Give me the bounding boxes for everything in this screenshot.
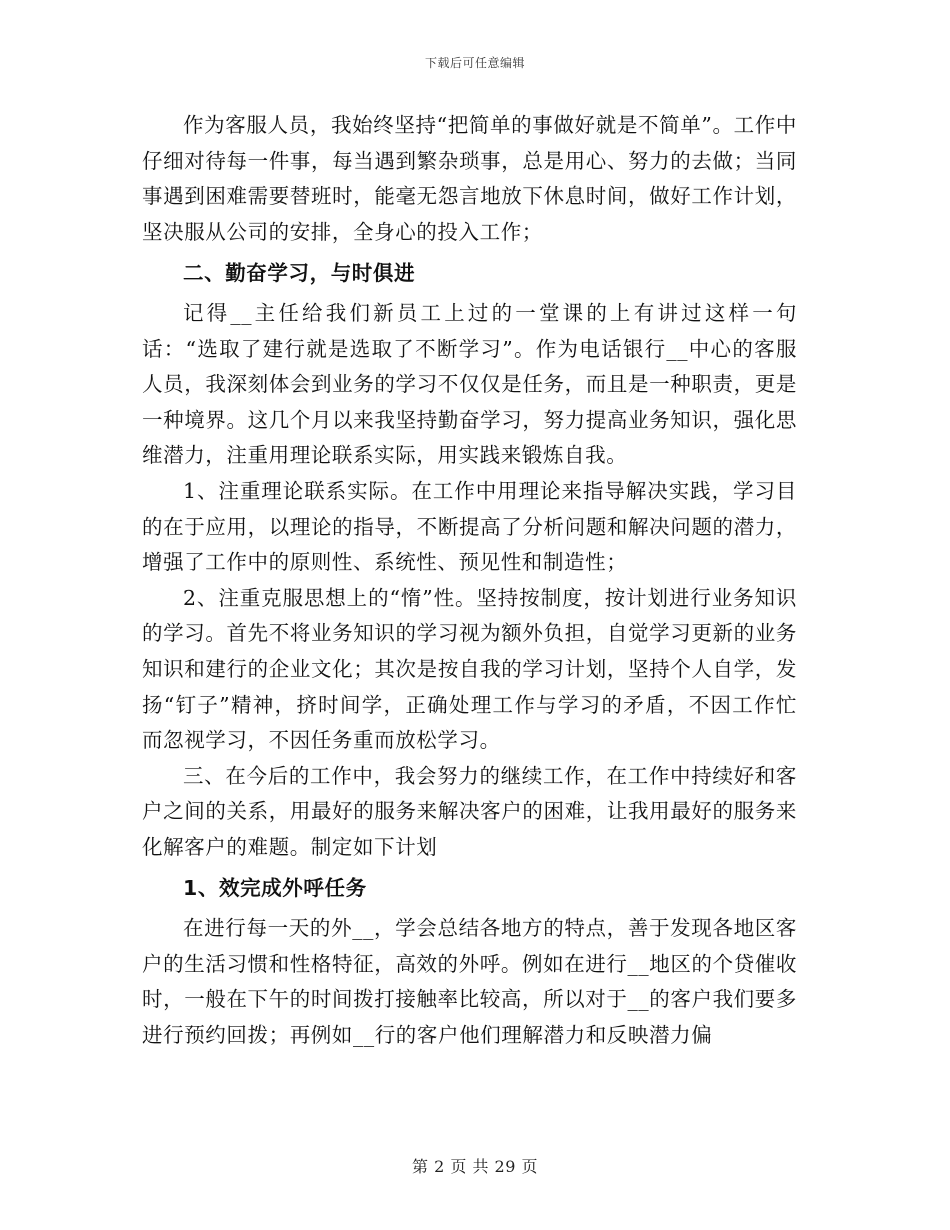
- paragraph-customer-service: 作为客服人员，我始终坚持“把简单的事做好就是不简单”。工作中仔细对待每一件事，每当遇到繁杂琐事，总是用心、努力的去做；当同事遇到困难需要替班时，能毫无怨言地放下休息时间，做好工作计划，坚决服从公司的安排，全身心的投入工作；: [142, 113, 797, 244]
- section-heading-study: 二、勤奋学习，与时俱进: [183, 261, 416, 286]
- page-header-note: 下载后可任意编辑: [424, 56, 525, 70]
- paragraph-theory-practice: 1、注重理论联系实际。在工作中用理论来指导解决实践，学习目的在于应用，以理论的指导，不断提高了分析问题和解决问题的潜力，增强了工作中的原则性、系统性、预见性和制造性；: [142, 478, 797, 575]
- paragraph-study-intro: 记得__主任给我们新员工上过的一堂课的上有讲过这样一句话：“选取了建行就是选取了不断学习”。作为电话银行__中心的客服人员，我深刻体会到业务的学习不仅仅是任务，而且是一种职责，更是一种境界。这几个月以来我坚持勤奋学习，努力提高业务知识，强化思维潜力，注重用理论联系实际，用实践来锻炼自我。: [142, 300, 797, 468]
- document-body: [142, 108, 797, 1053]
- paragraph-future-work: 三、在今后的工作中，我会努力的继续工作，在工作中持续好和客户之间的关系，用最好的服务来解决客户的困难，让我用最好的服务来化解客户的难题。制定如下计划: [142, 763, 797, 859]
- page-number-footer: 第 2 页 共 29 页: [412, 1157, 538, 1176]
- paragraph-overcome-inertia: 2、注重克服思想上的“惰”性。坚持按制度，按计划进行业务知识的学习。首先不将业务知识的学习视为额外负担，自觉学习更新的业务知识和建行的企业文化；其次是按自我的学习计划，坚持个人自学，发扬“钉子”精神，挤时间学，正确处理工作与学习的矛盾，不因工作忙而忽视学习，不因任务重而放松学习。: [142, 585, 797, 753]
- paragraph-outbound-calls: 在进行每一天的外__，学会总结各地方的特点，善于发现各地区客户的生活习惯和性格特征，高效的外呼。例如在进行__地区的个贷催收时，一般在下午的时间拨打接触率比较高，所以对于__的客户我们要多进行预约回拨；再例如__行的客户他们理解潜力和反映潜力偏: [142, 916, 797, 1047]
- section-heading-outbound-calls: 1、效完成外呼任务: [183, 876, 367, 901]
